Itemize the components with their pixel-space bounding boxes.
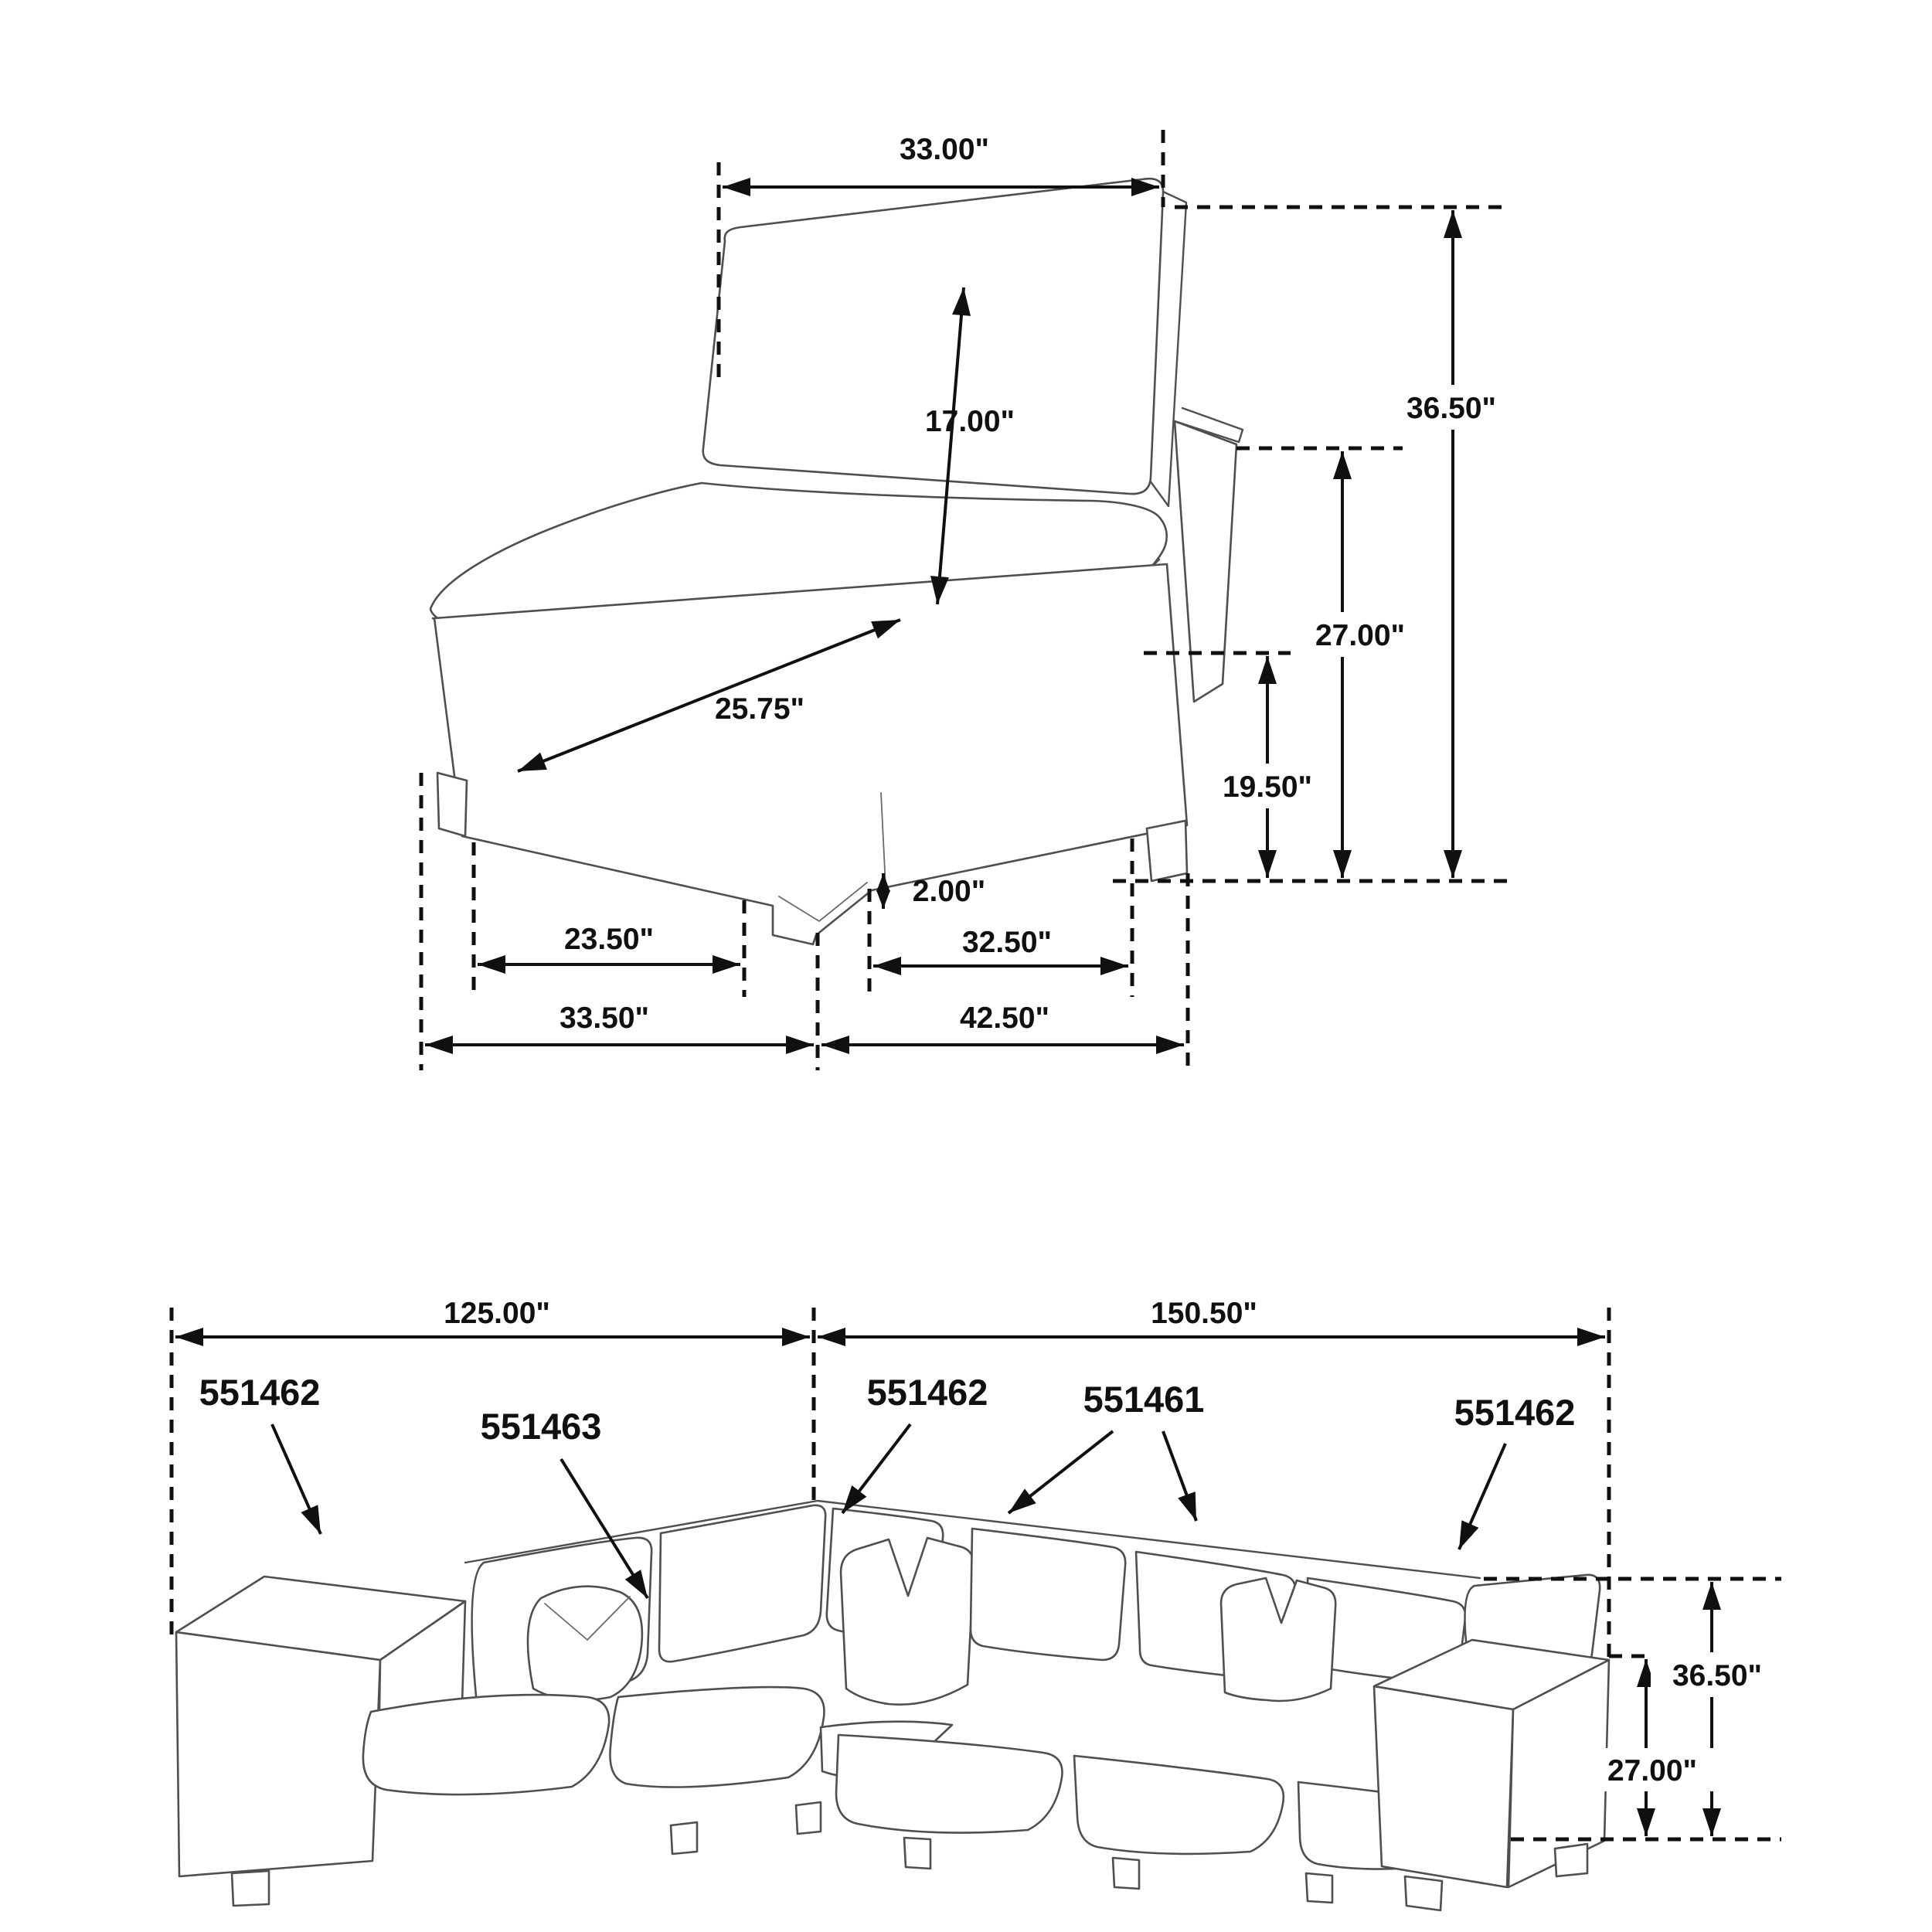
sofa-left-arm-front — [176, 1632, 380, 1876]
dim-label-seat-diagonal: 25.75" — [714, 692, 805, 726]
chair-rear-right-leg — [1147, 821, 1187, 881]
sofa-leg-b — [796, 1802, 821, 1834]
dim-label-right-length: 150.50" — [1151, 1297, 1257, 1330]
dim-label-back-width: 33.00" — [899, 133, 990, 166]
chair-front-left-leg — [437, 773, 467, 836]
dim-label-base-depth: 32.50" — [961, 926, 1053, 959]
part-label-corner: 551462 — [866, 1372, 988, 1413]
part-label-right-arm: 551462 — [1454, 1392, 1576, 1433]
dim-label-overall-depth: 42.50" — [959, 1002, 1050, 1035]
sofa-right-arm-leg — [1405, 1876, 1442, 1910]
sofa-leg-d — [1113, 1858, 1139, 1889]
dim-label-left-length: 125.00" — [444, 1297, 550, 1330]
chair-base — [434, 564, 1187, 944]
sofa-left-arm-leg — [232, 1871, 269, 1906]
leader-part-armless-b — [1163, 1431, 1196, 1521]
part-label-left-armless: 551463 — [480, 1406, 602, 1447]
chair-artwork — [430, 179, 1243, 944]
leader-part-right-arm — [1459, 1444, 1505, 1549]
chair-back-frame — [1175, 421, 1236, 702]
leader-part-armless-a — [1009, 1431, 1113, 1513]
leader-part-corner — [842, 1424, 910, 1513]
sofa-seat-left2 — [610, 1687, 824, 1787]
dim-label-seat-height: 19.50" — [1222, 770, 1313, 804]
dim-label-back-height: 27.00" — [1315, 619, 1406, 652]
dim-label-inner-width: 23.50" — [563, 923, 655, 956]
sofa-leg-c — [904, 1838, 930, 1869]
sofa-right-arm-front — [1374, 1686, 1513, 1887]
sofa-right-arm-leg2 — [1555, 1844, 1587, 1876]
sofa-back-cushion-left2 — [659, 1505, 825, 1662]
dim-label-overall-width: 33.50" — [559, 1002, 650, 1035]
dim-label-leg-height: 2.00" — [912, 875, 986, 908]
dim-label-back-cushion: 17.00" — [924, 405, 1015, 438]
sofa-seat-right2 — [1074, 1756, 1284, 1854]
sofa-seat-right1 — [836, 1735, 1063, 1833]
sofa-back-cushion-right1 — [971, 1529, 1125, 1660]
sofa-seat-left1 — [363, 1695, 609, 1794]
part-label-armless-middle: 551461 — [1083, 1379, 1205, 1420]
dim-label-overall-height: 36.50" — [1406, 392, 1497, 425]
sofa-leg-e — [1306, 1873, 1332, 1903]
sectional-artwork — [176, 1501, 1609, 1910]
part-label-left-arm: 551462 — [199, 1372, 321, 1413]
leader-part-left-arm — [272, 1424, 321, 1534]
dim-label-sofa-arm-height: 27.00" — [1607, 1754, 1698, 1787]
sofa-leg-a — [671, 1822, 697, 1854]
dim-label-sofa-height: 36.50" — [1672, 1659, 1763, 1692]
chair-back-cushion — [703, 179, 1163, 494]
